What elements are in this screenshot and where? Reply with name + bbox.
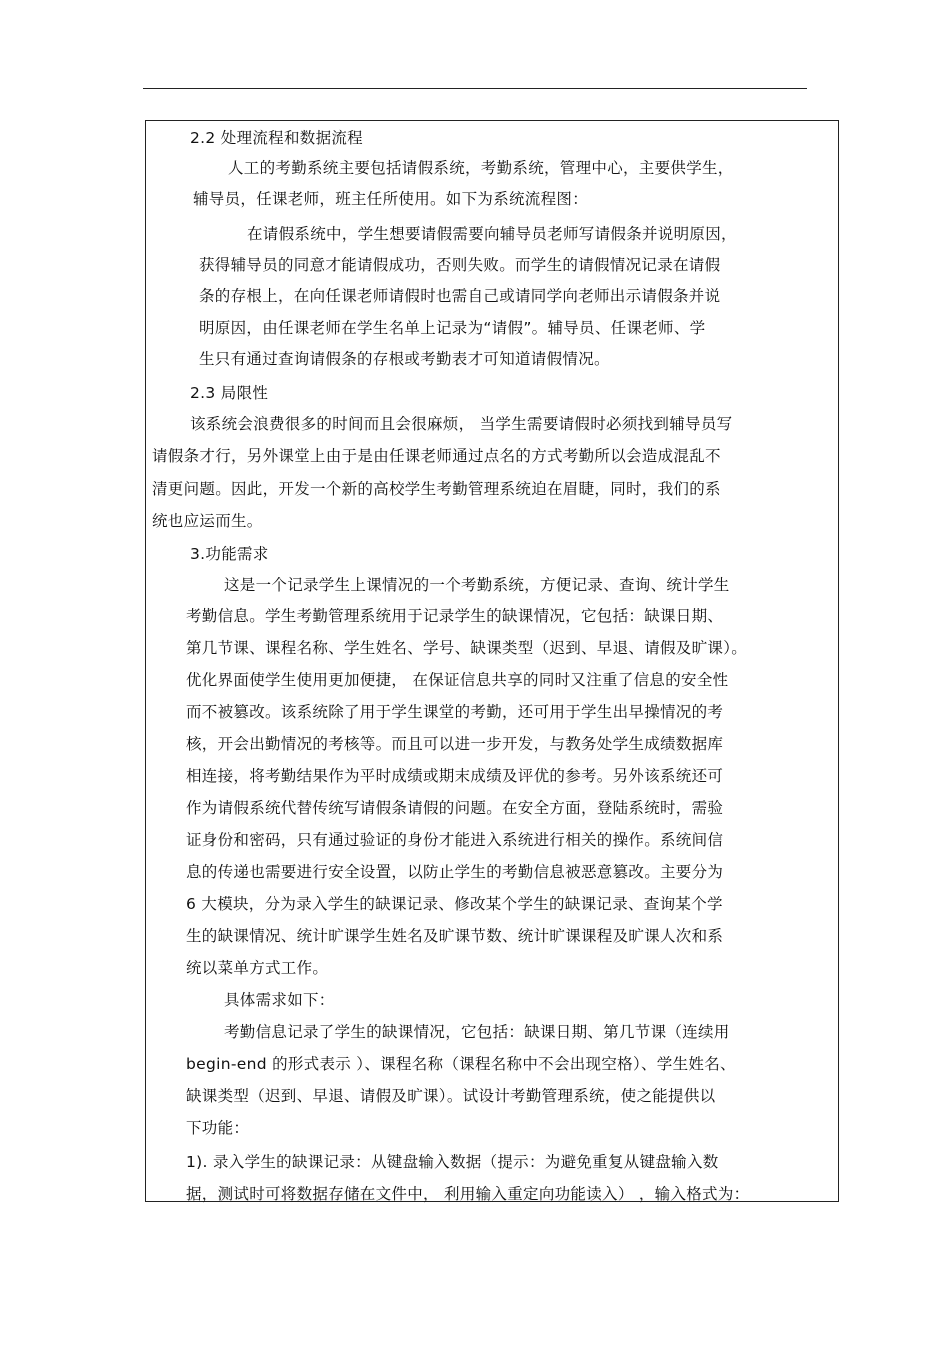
text-line: 获得辅导员的同意才能请假成功，否则失败。而学生的请假情况记录在请假 [199,256,721,274]
text-line: 在请假系统中，学生想要请假需要向辅导员老师写请假条并说明原因， [247,225,737,243]
text-line: 而不被篡改。该系统除了用于学生课堂的考勤，还可用于学生出早操情况的考 [186,703,724,721]
text-line: 生只有通过查询请假条的存根或考勤表才可知道请假情况。 [199,350,610,368]
text-line: 人工的考勤系统主要包括请假系统，考勤系统，管理中心，主要供学生， [228,159,734,177]
text-line: 请假条才行，另外课堂上由于是由任课老师通过点名的方式考勤所以会造成混乱不 [152,447,721,465]
text-line: 2.2 处理流程和数据流程 [190,129,363,147]
text-line: 生的缺课情况、统计旷课学生姓名及旷课节数、统计旷课课程及旷课人次和系 [186,927,724,945]
text-line: 缺课类型（迟到、早退、请假及旷课）。试设计考勤管理系统，使之能提供以 [186,1087,716,1105]
text-line: 1). 录入学生的缺课记录：从键盘输入数据（提示：为避免重复从键盘输入数 [186,1153,719,1171]
text-line: 2.3 局限性 [190,384,269,402]
text-line: 清更问题。因此，开发一个新的高校学生考勤管理系统迫在眉睫，同时，我们的系 [152,480,721,498]
text-line: 3.功能需求 [190,545,269,563]
text-line: 优化界面使学生使用更加便捷， 在保证信息共享的同时又注重了信息的安全性 [186,671,729,689]
text-line: 辅导员，任课老师，班主任所使用。如下为系统流程图： [193,190,589,208]
text-line: 息的传递也需要进行安全设置，以防止学生的考勤信息被恶意篡改。主要分为 [186,863,724,881]
text-line: 核，开会出勤情况的考核等。而且可以进一步开发，与教务处学生成绩数据库 [186,735,724,753]
text-line: 证身份和密码，只有通过验证的身份才能进入系统进行相关的操作。系统间信 [186,831,724,849]
text-line: 这是一个记录学生上课情况的一个考勤系统，方便记录、查询、统计学生 [224,576,730,594]
text-line: 据，测试时可将数据存储在文件中， 利用输入重定向功能读入） ，输入格式为： [186,1185,750,1203]
text-line: 考勤信息记录了学生的缺课情况，它包括：缺课日期、第几节课（连续用 [224,1023,730,1041]
text-line: 考勤信息。学生考勤管理系统用于记录学生的缺课情况，它包括：缺课日期、 [186,607,724,625]
text-line: 具体需求如下： [224,991,335,1009]
text-line: 作为请假系统代替传统写请假条请假的问题。在安全方面，登陆系统时，需验 [186,799,724,817]
text-line: 明原因，由任课老师在学生名单上记录为“请假”。辅导员、任课老师、学 [199,319,706,337]
text-line: 条的存根上，在向任课老师请假时也需自己或请同学向老师出示请假条并说 [199,287,721,305]
header-rule [143,88,807,89]
text-line: 下功能： [186,1119,250,1137]
text-line: 该系统会浪费很多的时间而且会很麻烦， 当学生需要请假时必须找到辅导员写 [190,415,733,433]
text-line: 6 大模块，分为录入学生的缺课记录、修改某个学生的缺课记录、查询某个学 [186,895,723,913]
text-line: 相连接，将考勤结果作为平时成绩或期末成绩及评优的参考。另外该系统还可 [186,767,724,785]
text-line: begin-end 的形式表示 ）、课程名称（课程名称中不会出现空格）、学生姓名、 [186,1055,736,1073]
text-line: 统以菜单方式工作。 [186,959,329,977]
text-line: 统也应运而生。 [152,512,263,530]
text-line: 第几节课、课程名称、学生姓名、学号、缺课类型（迟到、早退、请假及旷课）。 [186,639,748,657]
